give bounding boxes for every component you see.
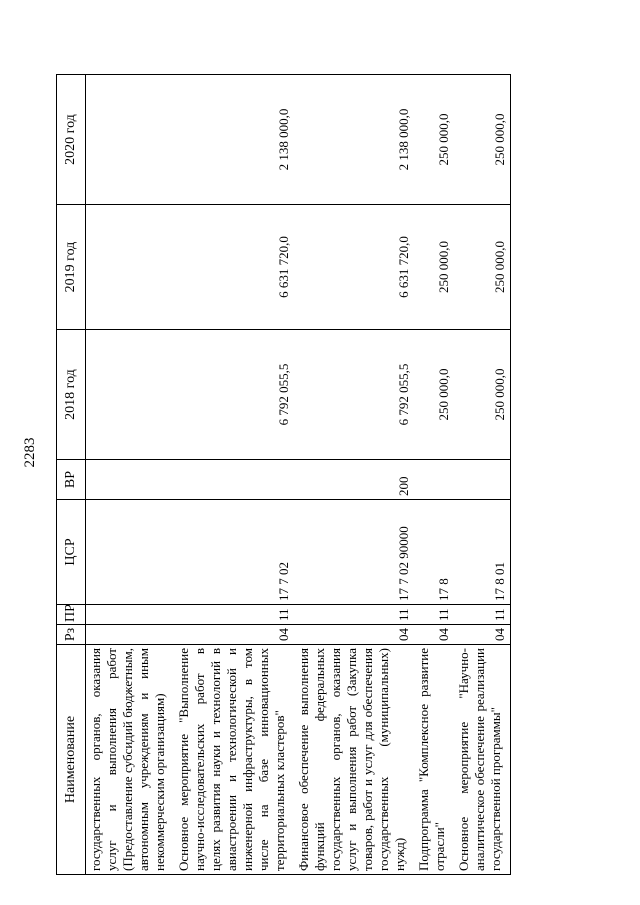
row-name: Основное мероприятие "Научно-аналитическое обеспечение реализации государственной программы"	[454, 645, 511, 875]
row-vr	[414, 460, 454, 500]
row-csr	[86, 500, 175, 605]
header-vr: ВР	[57, 460, 86, 500]
row-rz: 04	[454, 625, 511, 645]
table-row	[294, 75, 414, 875]
row-vr	[454, 460, 511, 500]
header-2019: 2019 год	[57, 205, 86, 330]
row-2018: 6 792 055,5	[294, 330, 414, 460]
page-number: 2283	[22, 437, 38, 468]
row-pr: 11	[454, 605, 511, 625]
row-vr	[174, 460, 294, 500]
row-name: государственных органов, оказания услуг и выполнения работ (Предоставление субсидий бюджетным, автономным учреждениям и иным некоммерческим организациям)	[86, 645, 175, 875]
row-2020: 250 000,0	[414, 75, 454, 205]
row-2018	[86, 330, 175, 460]
row-2019: 250 000,0	[454, 205, 511, 330]
row-2020	[86, 75, 175, 205]
row-rz	[86, 625, 175, 645]
row-2019: 6 631 720,0	[174, 205, 294, 330]
row-2019	[86, 205, 175, 330]
row-rz: 04	[174, 625, 294, 645]
header-2018: 2018 год	[57, 330, 86, 460]
header-row	[57, 75, 86, 875]
budget-table	[56, 74, 511, 875]
header-rz: Рз	[57, 625, 86, 645]
header-csr: ЦСР	[57, 500, 86, 605]
row-vr: 200	[294, 460, 414, 500]
row-2020: 250 000,0	[454, 75, 511, 205]
row-2018: 6 792 055,5	[174, 330, 294, 460]
table-row	[86, 75, 175, 875]
row-2019: 250 000,0	[414, 205, 454, 330]
header-name: Наименование	[57, 645, 86, 875]
row-pr	[86, 605, 175, 625]
row-csr: 17 8 01	[454, 500, 511, 605]
table-row	[174, 75, 294, 875]
row-pr: 11	[414, 605, 454, 625]
row-vr	[86, 460, 175, 500]
row-name: Подпрограмма "Комплексное развитие отрасли"	[414, 645, 454, 875]
row-rz: 04	[294, 625, 414, 645]
row-2020: 2 138 000,0	[174, 75, 294, 205]
row-2018: 250 000,0	[454, 330, 511, 460]
table-row	[454, 75, 511, 875]
row-csr: 17 7 02	[174, 500, 294, 605]
table-row	[414, 75, 454, 875]
row-2019: 6 631 720,0	[294, 205, 414, 330]
row-2020: 2 138 000,0	[294, 75, 414, 205]
header-pr: ПР	[57, 605, 86, 625]
row-2018: 250 000,0	[414, 330, 454, 460]
row-name: Финансовое обеспечение выполнения функций федеральных государственных органов, оказания услуг и выполнения работ (Закупка товаров, работ и услуг для обеспечения государственных (муниципальных) нужд)	[294, 645, 414, 875]
row-csr: 17 7 02 90000	[294, 500, 414, 605]
row-csr: 17 8	[414, 500, 454, 605]
row-rz: 04	[414, 625, 454, 645]
row-name: Основное мероприятие "Выполнение научно-исследовательских работ в целях развития науки и технологий в авиастроении и технологической и инженерной инфраструктуры, в том числе на базе инновационных территориальных кластеров"	[174, 645, 294, 875]
row-pr: 11	[174, 605, 294, 625]
header-2020: 2020 год	[57, 75, 86, 205]
row-pr: 11	[294, 605, 414, 625]
